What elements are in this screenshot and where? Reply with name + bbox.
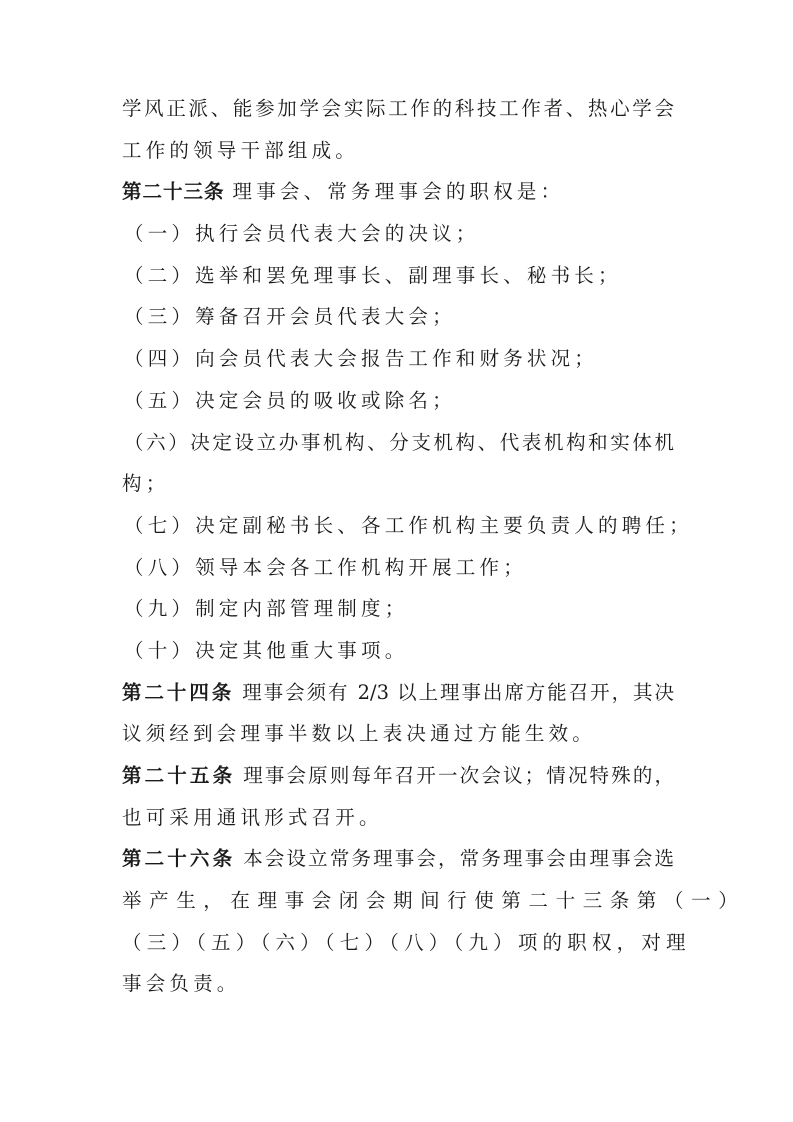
text-line	[122, 463, 674, 505]
line-text: （九）制定内部管理制度；	[124, 597, 409, 621]
line-text: （七）决定副秘书长、各工作机构主要负责人的聘任；	[124, 513, 693, 537]
list-item	[122, 338, 674, 380]
line-text: 理事会须有 2/3 以上理事出席方能召开，其决	[242, 680, 674, 704]
line-text: 举产生，在理事会闭会期间行使第二十三条第（一）	[122, 889, 746, 913]
list-item	[122, 547, 674, 589]
text-line	[122, 922, 691, 964]
list-item	[122, 213, 674, 255]
line-text: 事会负责。	[122, 972, 241, 996]
list-item	[122, 588, 674, 630]
line-text: 也可采用通讯形式召开。	[122, 805, 383, 829]
text-line	[122, 130, 674, 172]
text-line	[122, 963, 674, 1005]
line-text: （四）向会员代表大会报告工作和财务状况；	[124, 347, 599, 371]
document-page	[122, 88, 746, 1005]
article-number: 第二十三条	[122, 180, 225, 204]
line-text: （三）筹备召开会员代表大会；	[124, 305, 456, 329]
line-text: 理事会、常务理事会的职权是：	[232, 180, 565, 204]
line-text: 理事会原则每年召开一次会议；情况特殊的，	[243, 764, 674, 787]
article-number: 第二十四条	[122, 680, 235, 704]
list-item	[122, 296, 674, 338]
line-text: （二）选举和罢免理事长、副理事长、秘书长；	[124, 263, 622, 287]
article-23-heading	[122, 171, 674, 213]
text-line	[122, 88, 674, 130]
line-text: 本会设立常务理事会，常务理事会由理事会选	[243, 847, 674, 871]
text-line	[122, 797, 674, 839]
article-26-heading	[122, 838, 674, 880]
text-line	[122, 880, 746, 922]
line-text: （十）决定其他重大事项。	[124, 638, 409, 662]
list-item	[122, 630, 674, 672]
article-number: 第二十六条	[122, 847, 236, 871]
list-item	[122, 380, 674, 422]
list-item	[122, 422, 674, 464]
line-text: （八）领导本会各工作机构开展工作；	[124, 555, 527, 579]
line-text: 工作的领导干部组成。	[122, 138, 360, 162]
article-number: 第二十五条	[122, 764, 236, 787]
line-text: （三）（五）（六）（七）（八）（九）项的职权，对理	[122, 930, 691, 954]
line-text: 学风正派、能参加学会实际工作的科技工作者、热心学会	[122, 97, 674, 120]
list-item	[122, 505, 693, 547]
article-24-heading	[122, 672, 674, 714]
article-25-heading	[122, 755, 674, 797]
line-text: （五）决定会员的吸收或除名；	[124, 388, 456, 412]
line-text: 构；	[122, 472, 170, 496]
line-text: 议须经到会理事半数以上表决通过方能生效。	[122, 722, 597, 746]
line-text: （一）执行会员代表大会的决议；	[124, 222, 480, 246]
text-line	[122, 713, 674, 755]
list-item	[122, 255, 674, 297]
line-text: （六）决定设立办事机构、分支机构、代表机构和实体机	[124, 430, 674, 454]
